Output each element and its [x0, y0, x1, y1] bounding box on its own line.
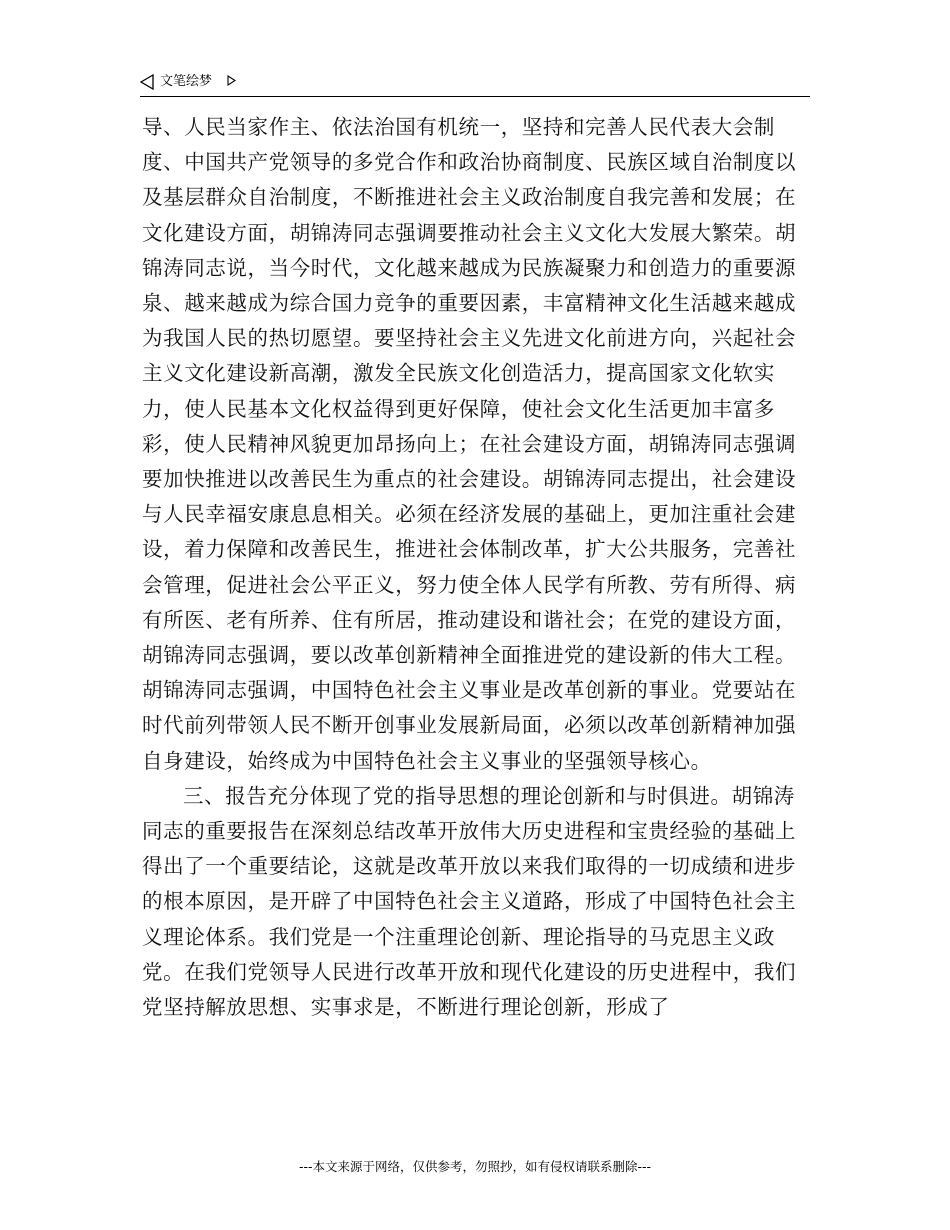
footer-notice: ---本文来源于网络，仅供参考，勿照抄，如有侵权请联系删除--- [298, 1159, 652, 1174]
page-header [140, 70, 810, 97]
header-brand: 文笔绘梦 [160, 74, 213, 89]
triangle-left-icon [140, 74, 154, 90]
body-paragraph: 三、报告充分体现了党的指导思想的理论创新和与时俱进。胡锦涛同志的重要报告在深刻总结改革开放伟大历史进程和宝贵经验的基础上得出了一个重要结论，这就是改革开放以来我们取得的一切成绩和进步的根本原因，是开辟了中国特色社会主义道路，形成了中国特色社会主义理论体系。我们党是一个注重理论创新、理论指导的马克思主义政党。在我们党领导人民进行改革开放和现代化建设的历史进程中，我们党坚持解放思想、实事求是，不断进行理论创新，形成了 [142, 783, 797, 1020]
body-paragraph: 导、人民当家作主、依法治国有机统一，坚持和完善人民代表大会制度、中国共产党领导的多党合作和政治协商制度、民族区域自治制度以及基层群众自治制度，不断推进社会主义政治制度自我完善和发展；在文化建设方面，胡锦涛同志强调要推动社会主义文化大发展大繁荣。胡锦涛同志说，当今时代，文化越来越成为民族凝聚力和创造力的重要源泉、越来越成为综合国力竞争的重要因素，丰富精神文化生活越来越成为我国人民的热切愿望。要坚持社会主义先进文化前进方向，兴起社会主义文化建设新高潮，激发全民族文化创造活力，提高国家文化软实力，使人民基本文化权益得到更好保障，使社会文化生活更加丰富多彩，使人民精神风貌更加昂扬向上；在社会建设方面，胡锦涛同志强调要加快推进以改善民生为重点的社会建设。胡锦涛同志提出，社会建设与人民幸福安康息息相关。必须在经济发展的基础上，更加注重社会建设，着力保障和改善民生，推进社会体制改革，扩大公共服务，完善社会管理，促进社会公平正义，努力使全体人民学有所教、劳有所得、病有所医、老有所养、住有所居，推动建设和谐社会；在党的建设方面，胡锦涛同志强调，要以改革创新精神全面推进党的建设新的伟大工程。胡锦涛同志强调，中国特色社会主义事业是改革创新的事业。党要站在时代前列带领人民不断开创事业发展新局面，必须以改革创新精神加强自身建设，始终成为中国特色社会主义事业的坚强领导核心。 [142, 115, 797, 773]
document-body [142, 110, 814, 1025]
triangle-right-icon [227, 75, 236, 86]
